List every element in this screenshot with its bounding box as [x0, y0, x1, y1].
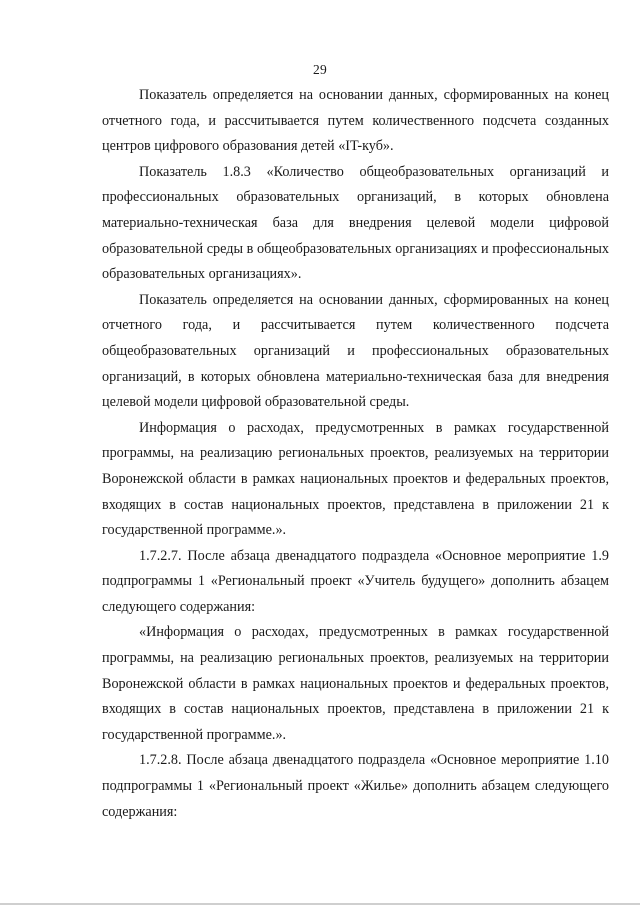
paragraph-4: Информация о расходах, предусмотренных в рамках государственной программы, на реализацию региональных проектов, реализуемых на территории Воронежской области в рамках национальных проектов и федеральных проектов, входящих в состав национальных проектов, представлена в приложении 21 к государственной программе.».	[102, 419, 609, 539]
paragraph-6: «Информация о расходах, предусмотренных в рамках государственной программы, на реализацию региональных проектов, реализуемых на территории Воронежской области в рамках национальных проектов и федеральных проектов, входящих в состав национальных проектов, представлена в приложении 21 к государственной программе.».	[102, 624, 609, 743]
paragraph-7: 1.7.2.8. После абзаца двенадцатого подраздела «Основное мероприятие 1.10 подпрограммы 1 «Региональный проект «Жилье» дополнить абзацем следующего содержания:	[102, 752, 609, 820]
page-number: 29	[313, 62, 327, 77]
paragraph-1: Показатель определяется на основании данных, сформированных на конец отчетного года, и рассчитывается путем количественного подсчета созданных центров цифрового образования детей «IT-куб».	[102, 87, 609, 155]
paragraph-3: Показатель определяется на основании данных, сформированных на конец отчетного года, и рассчитывается путем количественного подсчета общеобразовательных организаций и профессиональных образовательных организаций, в которых обновлена материально-техническая база для внедрения целевой модели цифровой образовательной среды.	[102, 291, 609, 411]
document-body	[102, 83, 609, 825]
paragraph-2: Показатель 1.8.3 «Количество общеобразовательных организаций и профессиональных образовательных организаций, в которых обновлена материально-техническая база для внедрения целевой модели цифровой образовательной среды в общеобразовательных организациях и профессиональных образовательных организациях».	[102, 163, 609, 283]
paragraph-5: 1.7.2.7. После абзаца двенадцатого подраздела «Основное мероприятие 1.9 подпрограммы 1 «Региональный проект «Учитель будущего» дополнить абзацем следующего содержания:	[102, 547, 609, 615]
